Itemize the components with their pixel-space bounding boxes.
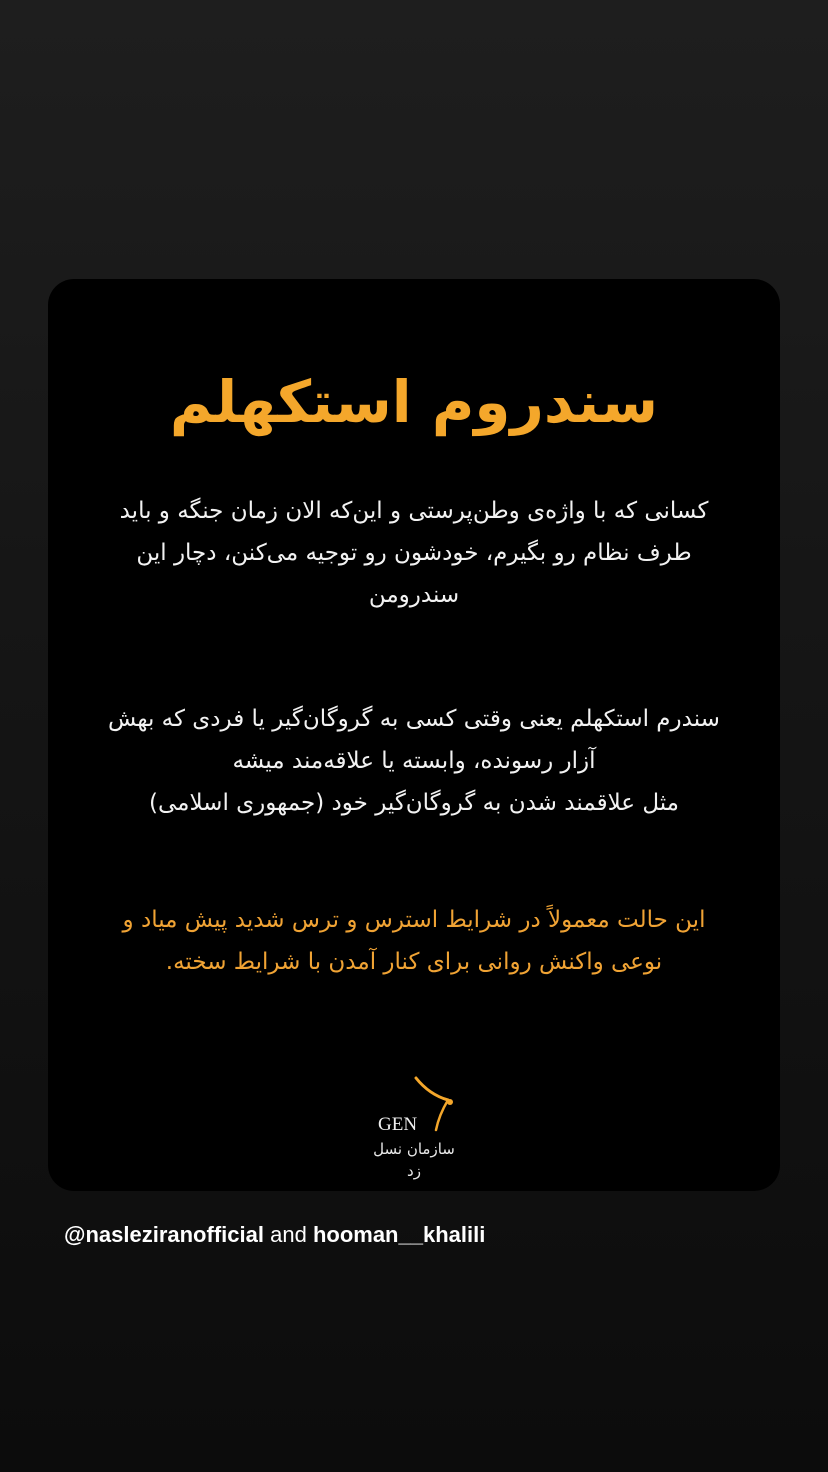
mention-hooman-khalili[interactable]: hooman__khalili [312, 1222, 486, 1247]
genz-logo-text: GEN [378, 1114, 418, 1135]
story-title: سندروم استکهلم [169, 368, 659, 436]
story-paragraph-1: کسانی که با واژه‌ی وطن‌پرستی و این‌که الان زمان جنگه و باید طرف نظام رو بگیرم، خودشون رو توجیه می‌کنن، دچار این سندرومن [119, 498, 709, 608]
genz-logo-icon [364, 1074, 464, 1136]
story-paragraph-2: سندرم استکهلم یعنی وقتی کسی به گروگان‌گیر یا فردی که بهش آزار رسونده، وابسته یا علاقه‌مند میشه مثل علاقمند شدن به گروگان‌گیر خود (جمهوری اسلامی) [108, 706, 720, 816]
logo-subtitle: سازمان نسل زد [373, 1140, 455, 1180]
story-paragraph-3: این حالت معمولاً در شرایط استرس و ترس شدید پیش میاد و نوعی واکنش روانی برای کنار آمدن با شرایط سخته. [122, 907, 706, 975]
mention-conjunction: and [270, 1222, 307, 1247]
mention-nasleziranofficial[interactable]: @nasleziranofficial [64, 1222, 264, 1247]
story-mentions [64, 1220, 485, 1250]
genz-logo [364, 1074, 464, 1180]
